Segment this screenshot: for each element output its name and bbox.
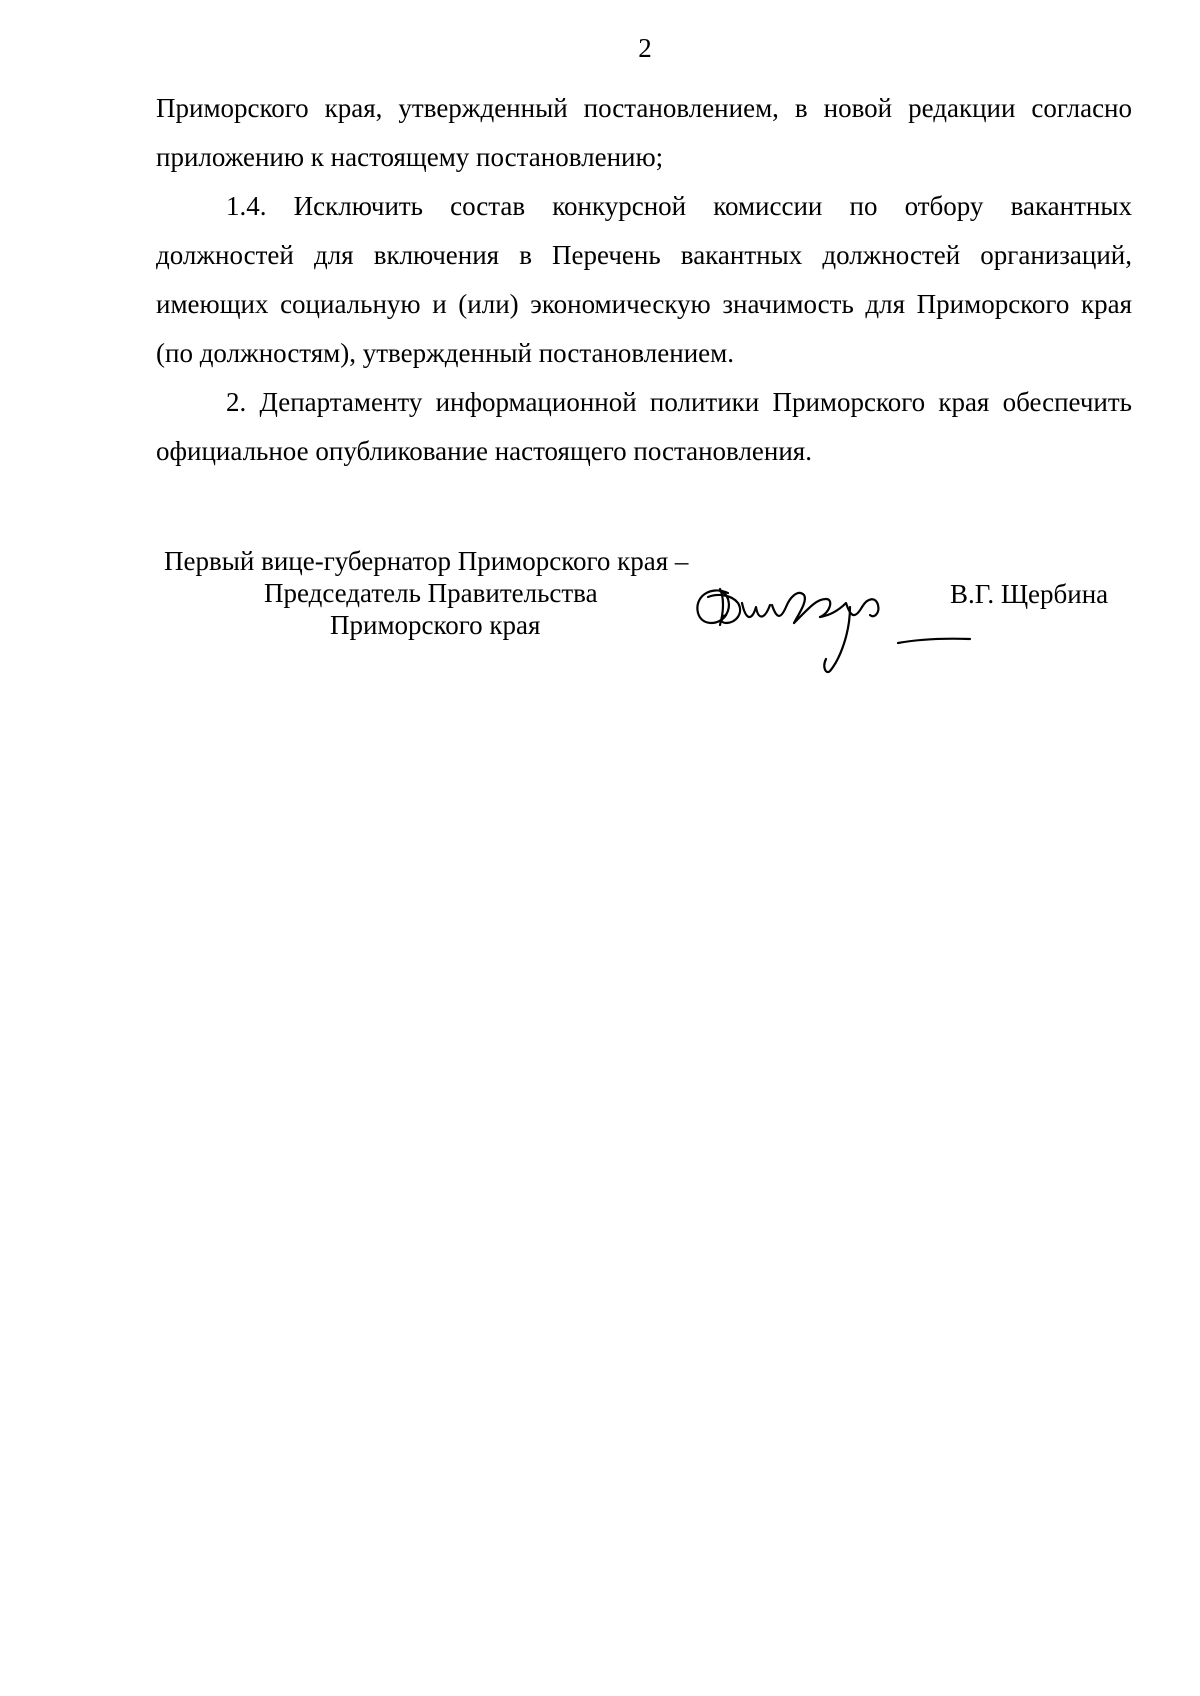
handwritten-signature <box>680 563 980 683</box>
signature-block <box>0 545 1200 705</box>
paragraph-continuation: Приморского края, утвержденный постановлением, в новой редакции согласно приложению к настоящему постановлению; <box>156 93 1132 172</box>
signatory-title-line3: Приморского края <box>330 610 541 640</box>
signatory-name: В.Г. Щербина <box>950 579 1109 609</box>
paragraph-item-1-4: 1.4. Исключить состав конкурсной комиссии по отбору вакантных должностей для включения в Перечень вакантных должностей организаций, имеющих социальную и (или) экономическую значимость для Приморского края (по должностям), утвержденный постановлением. <box>156 191 1132 368</box>
paragraph-item-2: 2. Департаменту информационной политики Приморского края обеспечить официальное опубликование настоящего постановления. <box>156 387 1132 466</box>
signatory-title-line2: Председатель Правительства <box>264 578 598 608</box>
page-number: 2 <box>638 33 652 63</box>
signatory-title-line1: Первый вице-губернатор Приморского края – <box>164 546 689 576</box>
document-body <box>156 84 1132 476</box>
